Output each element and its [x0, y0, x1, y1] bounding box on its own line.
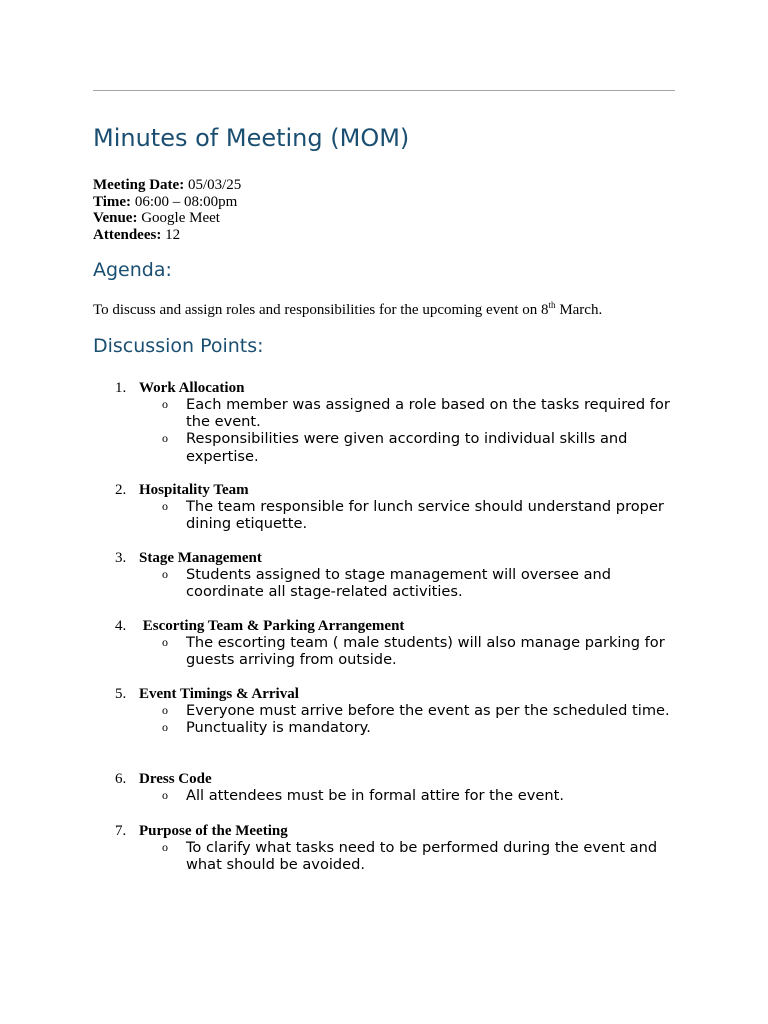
meta-label: Attendees:	[93, 226, 162, 243]
bullet-marker: o	[162, 635, 168, 649]
bullet-item	[93, 839, 675, 873]
bullet-item	[93, 787, 675, 804]
bullet-item	[93, 566, 675, 600]
meeting-date-line	[93, 177, 241, 194]
bullet-text: Students assigned to stage management will oversee and coordinate all stage-related activities.	[186, 566, 612, 601]
discussion-points-heading: Discussion Points:	[93, 335, 264, 357]
bullet-list	[93, 566, 675, 600]
meta-value: 12	[161, 226, 181, 243]
agenda-text-main: To discuss and assign roles and responsibilities for the upcoming event on 8	[93, 302, 549, 318]
item-title: Event Timings & Arrival	[139, 686, 299, 702]
meeting-details	[93, 177, 241, 243]
bullet-list	[93, 498, 675, 532]
bullet-text: Everyone must arrive before the event as per the scheduled time.	[186, 702, 670, 719]
bullet-item	[93, 396, 675, 430]
item-title: Stage Management	[139, 550, 262, 566]
bullet-marker: o	[162, 431, 168, 446]
bullet-item	[93, 702, 675, 719]
bullet-text: Each member was assigned a role based on the tasks required for the event.	[186, 396, 670, 431]
item-title: Dress Code	[139, 771, 212, 787]
bullet-list	[93, 634, 675, 668]
bullet-marker: o	[162, 703, 168, 717]
meta-value: 05/03/25	[184, 177, 242, 193]
meta-label: Venue:	[93, 210, 138, 226]
bullet-marker: o	[162, 499, 168, 513]
agenda-text	[93, 302, 602, 319]
meta-label: Time:	[93, 193, 132, 210]
item-title: Escorting Team & Parking Arrangement	[139, 618, 405, 634]
bullet-marker: o	[162, 567, 168, 581]
bullet-marker: o	[162, 840, 168, 854]
item-number: 6.	[115, 771, 127, 787]
bullet-marker: o	[162, 720, 168, 735]
bullet-item	[93, 719, 675, 736]
agenda-text-end: March.	[555, 302, 603, 318]
bullet-marker: o	[162, 397, 168, 411]
header-rule	[93, 90, 675, 91]
bullet-text: The team responsible for lunch service should understand proper dining etiquette.	[186, 498, 664, 533]
ordinal-superscript: th	[548, 300, 556, 310]
item-title: Hospitality Team	[139, 482, 249, 498]
meta-label: Meeting Date:	[93, 177, 185, 193]
bullet-text: The escorting team ( male students) will also manage parking for guests arriving from outside.	[186, 634, 665, 669]
bullet-item	[93, 430, 675, 464]
bullet-list	[93, 396, 675, 465]
agenda-heading: Agenda:	[93, 259, 172, 281]
bullet-list	[93, 787, 675, 804]
meeting-attendees-line	[93, 227, 241, 244]
item-number: 2.	[115, 482, 127, 498]
item-number: 4.	[115, 618, 127, 634]
item-number: 1.	[115, 380, 127, 396]
meeting-time-line	[93, 194, 241, 211]
meta-value: Google Meet	[137, 210, 220, 226]
bullet-item	[93, 634, 675, 668]
bullet-marker: o	[162, 788, 168, 802]
bullet-list	[93, 839, 675, 873]
item-number: 3.	[115, 550, 127, 566]
bullet-text: All attendees must be in formal attire for the event.	[186, 787, 564, 804]
meeting-venue-line	[93, 210, 241, 227]
page-title: Minutes of Meeting (MOM)	[93, 124, 410, 152]
bullet-text: To clarify what tasks need to be performed during the event and what should be avoided.	[186, 839, 658, 874]
item-number: 7.	[115, 823, 127, 839]
item-title: Purpose of the Meeting	[139, 823, 288, 839]
meta-value: 06:00 – 08:00pm	[131, 193, 238, 210]
bullet-text: Responsibilities were given according to individual skills and expertise.	[186, 430, 628, 465]
bullet-item	[93, 498, 675, 532]
item-number: 5.	[115, 686, 127, 702]
item-title: Work Allocation	[139, 380, 245, 396]
bullet-list	[93, 702, 675, 736]
bullet-text: Punctuality is mandatory.	[186, 719, 371, 737]
